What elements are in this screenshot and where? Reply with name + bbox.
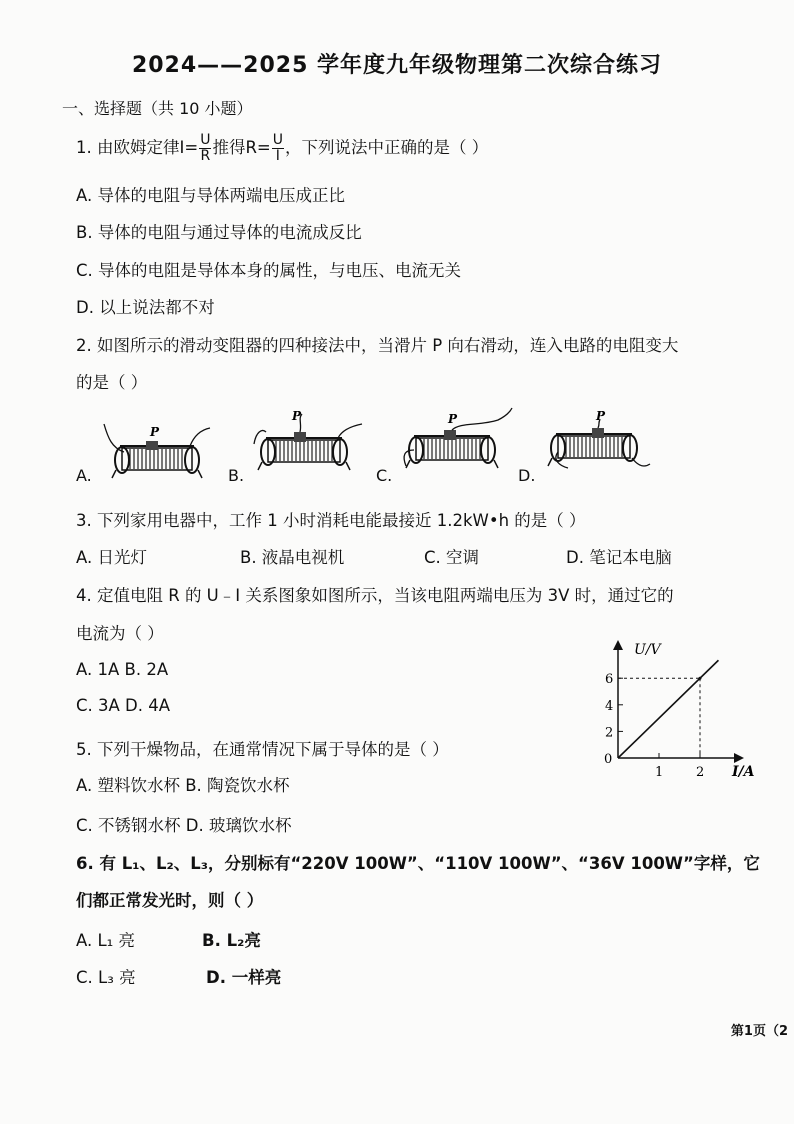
y-tick-label-6: 6	[605, 672, 614, 688]
q4-options-line1: A. 1A B. 2A	[76, 660, 169, 679]
q1-f2-numerator: U	[272, 132, 283, 148]
slider-p-label-d: P	[596, 409, 606, 423]
q1-f2-denominator: I	[275, 148, 280, 164]
question-5-stem: 5. 下列干燥物品，在通常情况下属于导体的是（ ）	[76, 740, 449, 759]
rheostat-figure-a	[102, 418, 212, 486]
q1-prefix: 1. 由欧姆定律	[76, 138, 180, 157]
rheostat-label-a: A.	[76, 466, 92, 485]
data-point	[699, 677, 702, 680]
slider-p-label-b: P	[292, 410, 302, 423]
q1-formula2-lhs: R=	[245, 138, 271, 157]
data-line	[618, 660, 718, 758]
q4-options-line2: C. 3A D. 4A	[76, 696, 171, 715]
q1-fraction-1	[199, 133, 211, 164]
rheostat-figure-d	[540, 404, 656, 476]
x-axis-label: I/A	[732, 764, 755, 780]
q1-formula1-lhs: I=	[179, 138, 199, 157]
q6-option-a: A. L₁ 亮	[76, 931, 136, 950]
page-title: 2024——2025 学年度九年级物理第二次综合练习	[131, 53, 663, 78]
q3-option-d: D. 笔记本电脑	[566, 548, 672, 567]
q1-f1-numerator: U	[200, 132, 211, 148]
q1-option-a: A. 导体的电阻与导体两端电压成正比	[76, 186, 345, 205]
y-axis-arrow	[613, 640, 623, 650]
rheostat-label-d: D.	[518, 466, 536, 485]
question-6-line2: 们都正常发光时，则（ ）	[76, 891, 264, 910]
q1-option-c: C. 导体的电阻是导体本身的属性，与电压、电流无关	[76, 261, 462, 280]
q6-option-c: C. L₃ 亮	[76, 968, 136, 987]
slider-p-label-a: P	[150, 425, 160, 439]
q6-option-b: B. L₂亮	[202, 931, 261, 950]
page-number: 第1页（2	[730, 1024, 788, 1039]
q1-suffix: ，下列说法中正确的是（ ）	[285, 138, 489, 157]
x-tick-label-2: 2	[696, 765, 705, 780]
q3-option-b: B. 液晶电视机	[240, 548, 345, 567]
x-axis-arrow	[734, 753, 744, 763]
q5-options-line1: A. 塑料饮水杯 B. 陶瓷饮水杯	[76, 776, 290, 795]
question-3-stem: 3. 下列家用电器中，工作 1 小时消耗电能最接近 1.2kW•h 的是（ ）	[76, 511, 586, 530]
rheostat-label-c: C.	[376, 466, 393, 485]
q1-mid: 推得	[212, 138, 246, 157]
q1-option-d: D. 以上说法都不对	[76, 298, 215, 317]
q5-options-line2: C. 不锈钢水杯 D. 玻璃饮水杯	[76, 816, 292, 835]
question-4-line1: 4. 定值电阻 R 的 U﹣I 关系图象如图所示，当该电阻两端电压为 3V 时，通过它的	[76, 586, 674, 605]
ui-graph	[598, 636, 768, 790]
q3-option-a: A. 日光灯	[76, 548, 147, 567]
x-tick-label-1: 1	[655, 765, 664, 780]
question-2-line2: 的是（ ）	[76, 373, 148, 392]
q6-option-d: D. 一样亮	[206, 968, 282, 987]
question-2-line1: 2. 如图所示的滑动变阻器的四种接法中，当滑片 P 向右滑动，连入电路的电阻变大	[76, 336, 679, 355]
rheostat-figure-b	[252, 410, 364, 478]
q1-option-b: B. 导体的电阻与通过导体的电流成反比	[76, 223, 362, 242]
origin-label: 0	[604, 752, 613, 767]
y-axis-label: U/V	[634, 642, 661, 658]
q1-fraction-2	[272, 133, 284, 164]
q3-option-c: C. 空调	[424, 548, 480, 567]
slider-p-label-c: P	[448, 412, 458, 426]
section-heading: 一、选择题（共 10 小题）	[62, 99, 253, 118]
y-tick-label-2: 2	[605, 725, 614, 741]
q1-f1-denominator: R	[200, 148, 211, 164]
rheostat-label-b: B.	[228, 466, 245, 485]
question-6-line1: 6. 有 L₁、L₂、L₃，分别标有“220V 100W”、“110V 100W”、“36V 100W”字样，它	[76, 854, 760, 873]
rheostat-figure-c	[400, 406, 516, 476]
question-4-line2: 电流为（ ）	[76, 624, 164, 643]
y-tick-label-4: 4	[605, 698, 614, 714]
question-1-stem	[76, 133, 488, 164]
